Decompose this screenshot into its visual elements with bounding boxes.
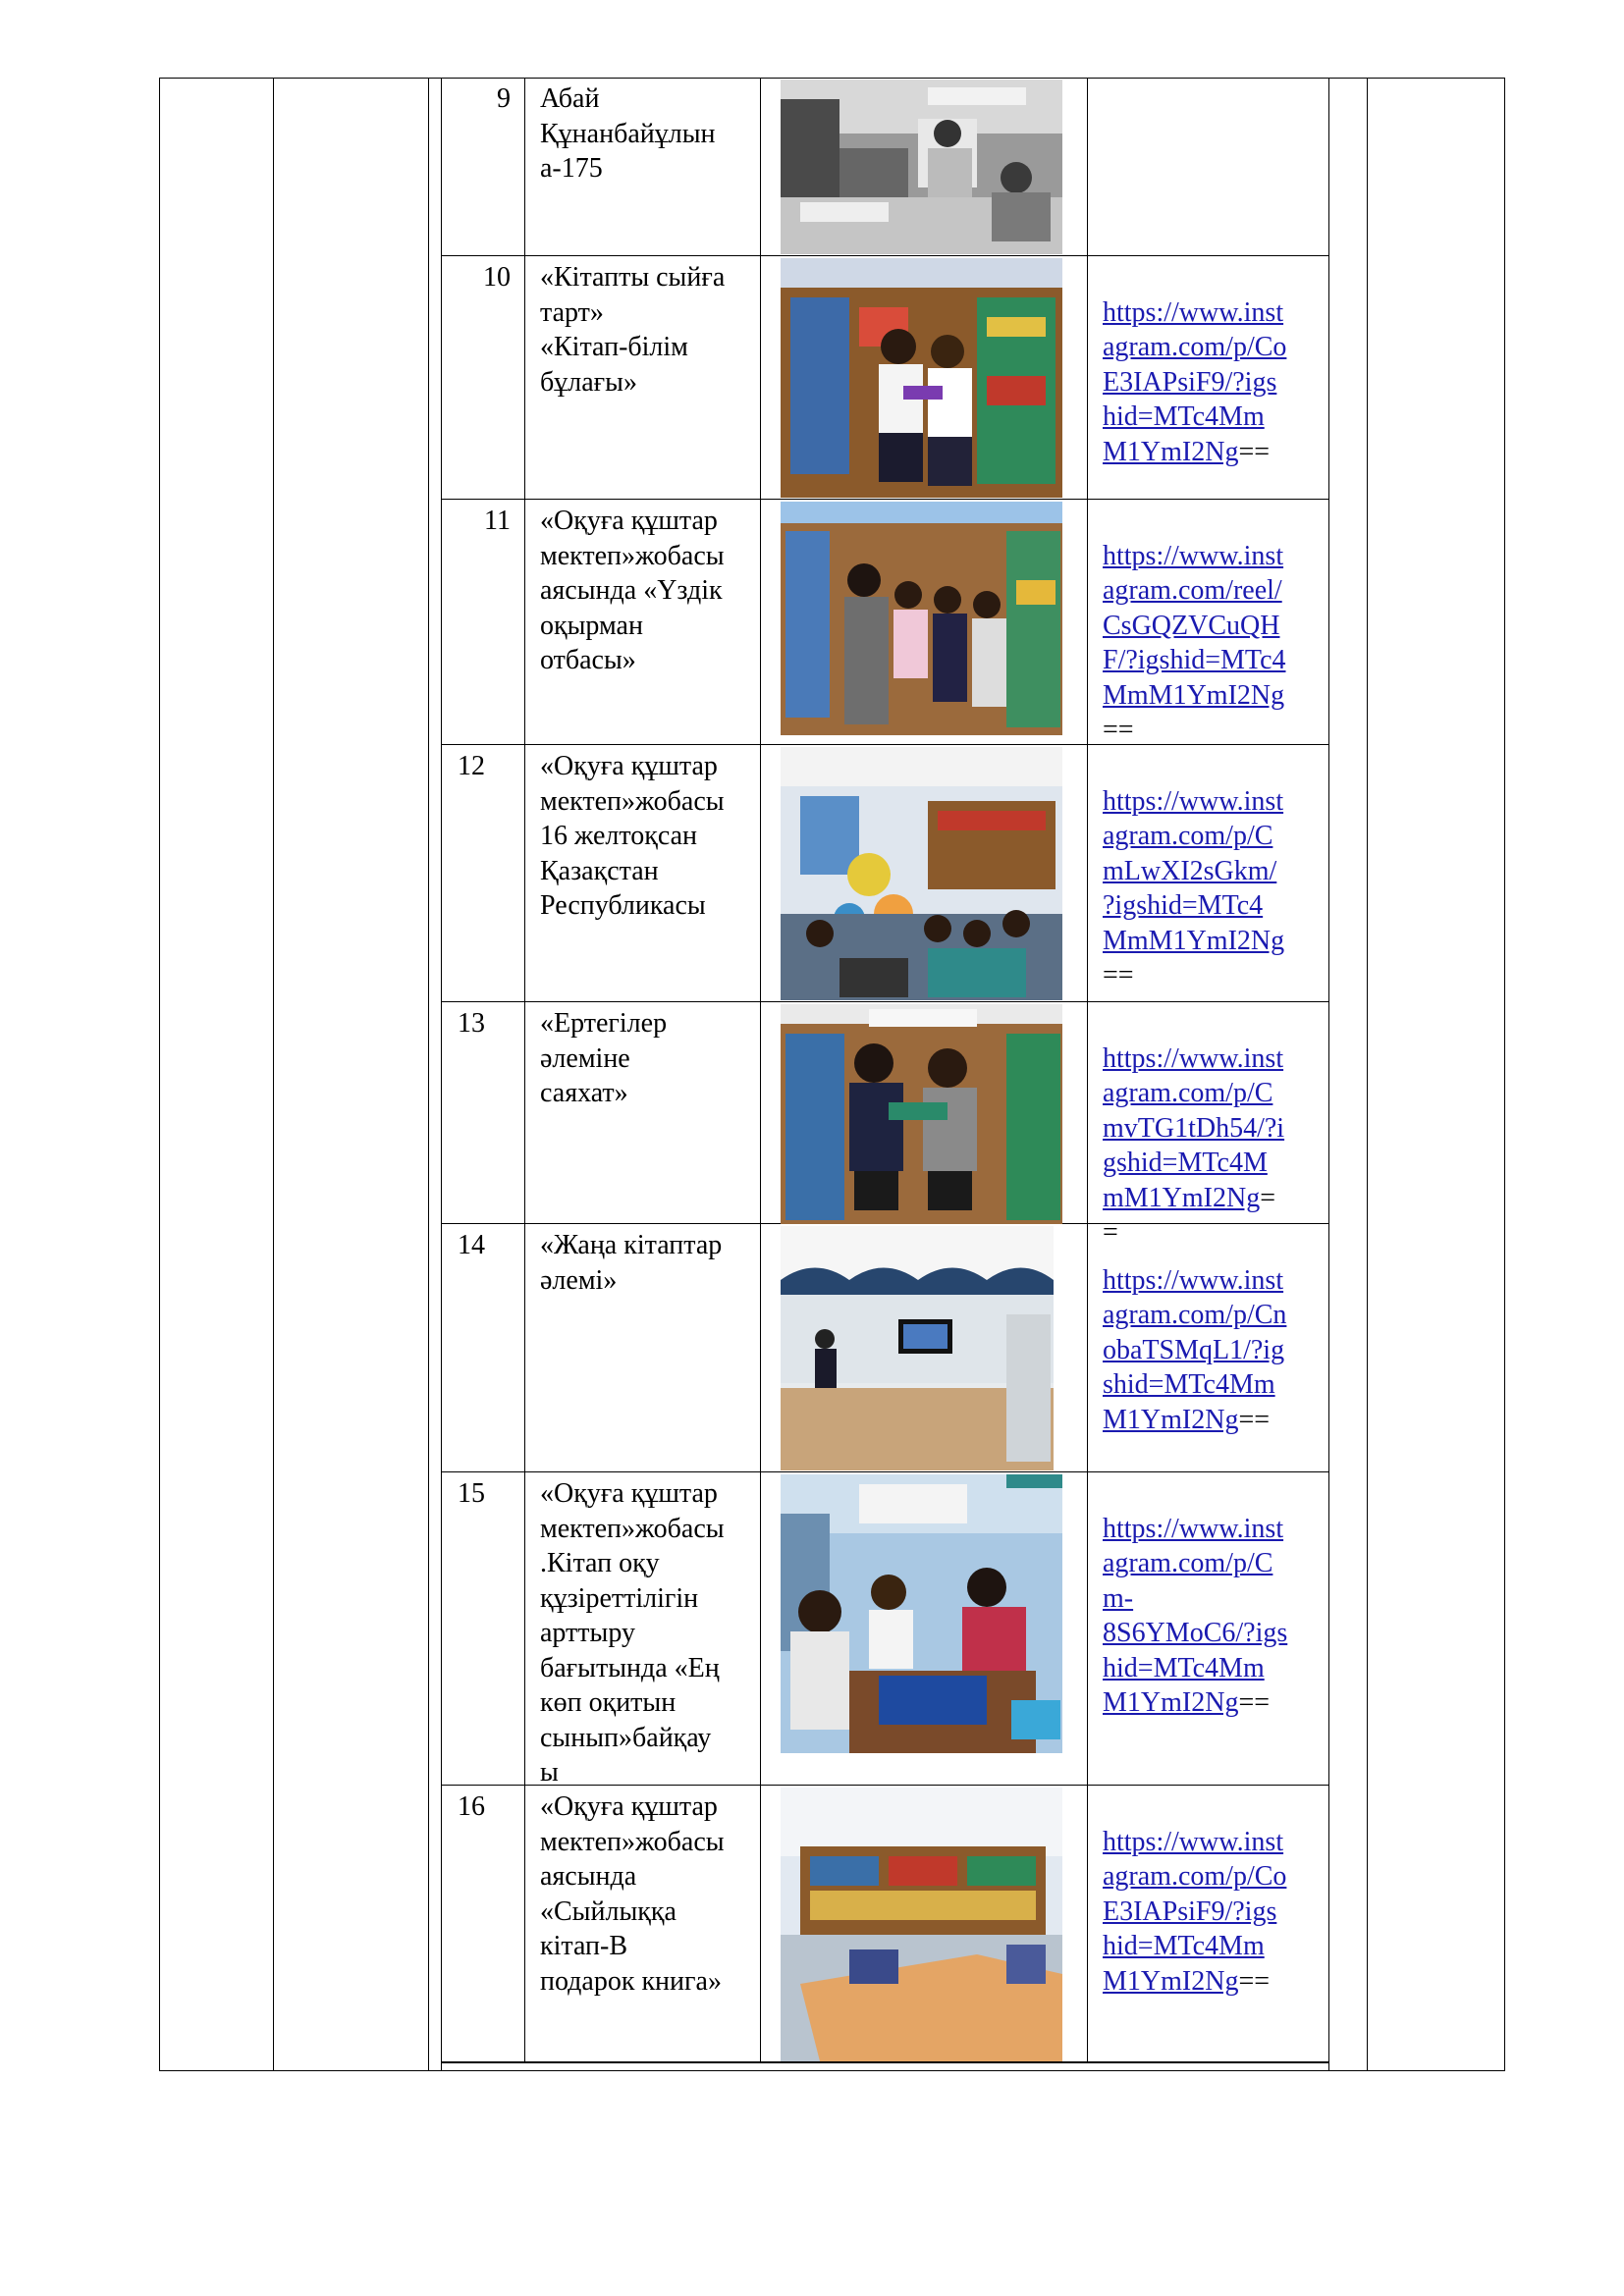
instagram-link[interactable]: https://www.inst agram.com/p/Co E3IAPsiF9/?igs hid=MTc4Mm M1YmI2Ng [1103,296,1287,467]
instagram-link-cell [1088,256,1328,499]
instagram-link-cell [1088,78,1328,255]
event-photo [781,502,1062,735]
event-photo [781,747,1062,1000]
instagram-link-cell [1088,1224,1328,1471]
event-photo-cell [761,1472,1088,1785]
event-photo-cell [761,256,1088,499]
instagram-link-cell [1088,1002,1328,1248]
instagram-link-cell [1088,1472,1328,1785]
event-photo-cell [761,1224,1088,1471]
event-photo [781,258,1062,498]
event-photo [781,80,1062,254]
link-suffix: == [1238,1965,1271,1997]
table-row [442,1786,1328,2063]
row-number: 14 [442,1224,525,1471]
event-photo [781,1474,1062,1753]
table-row [442,78,1328,256]
event-title: «Ертегілер әлеміне саяхат» [525,1002,761,1223]
row-number: 15 [442,1472,525,1785]
table-row [442,1472,1328,1786]
event-photo [781,1004,1062,1224]
instagram-link-cell [1088,1786,1328,2061]
instagram-link[interactable]: https://www.inst agram.com/p/Co E3IAPsiF9/?igs hid=MTc4Mm M1YmI2Ng [1103,1826,1287,1997]
event-title: «Оқуға құштар мектеп»жобасы 16 желтоқсан Қазақстан Республикасы [525,745,761,1001]
event-photo [781,1226,1054,1470]
link-suffix: == [1103,960,1134,990]
event-photo-cell [761,500,1088,744]
table-row [442,500,1328,745]
column-divider [1367,78,1368,2071]
link-suffix: == [1238,1404,1271,1435]
event-title: «Жаңа кітаптар әлемі» [525,1224,761,1471]
row-number: 16 [442,1786,525,2061]
table-row [442,256,1328,500]
instagram-link[interactable]: https://www.inst agram.com/p/C mvTG1tDh54/?i gshid=MTc4M mM1YmI2Ng [1103,1042,1285,1213]
row-number: 12 [442,745,525,1001]
column-divider [273,78,274,2071]
event-title: «Оқуға құштар мектеп»жобасы аясында «Үздік оқырман отбасы» [525,500,761,744]
instagram-link[interactable]: https://www.inst agram.com/p/C m- 8S6YMoC6/?igs hid=MTc4Mm M1YmI2Ng [1103,1513,1288,1718]
row-number: 9 [442,78,525,255]
event-title: «Оқуға құштар мектеп»жобасы .Кітап оқу құзіреттілігін арттыру бағытында «Ең көп оқитын сынып»байқау ы [525,1472,761,1785]
event-title: «Кітапты сыйға тарт» «Кітап-білім бұлағы» [525,256,761,499]
event-photo-cell [761,745,1088,1001]
link-suffix: == [1103,715,1134,745]
column-divider [1328,78,1329,2071]
events-table [442,78,1328,2063]
event-photo-cell [761,78,1088,255]
event-title: «Оқуға құштар мектеп»жобасы аясында «Сыйлыққа кітап-В подарок книга» [525,1786,761,2061]
link-suffix: == [1238,1687,1271,1718]
column-divider [428,78,429,2071]
event-photo-cell [761,1002,1088,1223]
instagram-link[interactable]: https://www.inst agram.com/reel/ CsGQZVCuQH F/?igshid=MTc4 MmM1YmI2Ng [1103,540,1286,711]
table-row [442,1224,1328,1472]
link-suffix: = = [1103,1182,1276,1248]
instagram-link[interactable]: https://www.inst agram.com/p/C mLwXI2sGkm/ ?igshid=MTc4 MmM1YmI2Ng [1103,785,1285,956]
row-number: 13 [442,1002,525,1223]
instagram-link-cell [1088,745,1328,1001]
event-photo [781,1788,1062,2061]
link-suffix: == [1238,436,1271,467]
table-row [442,745,1328,1002]
row-number: 11 [442,500,525,744]
instagram-link-cell [1088,500,1328,744]
row-number: 10 [442,256,525,499]
event-photo-cell [761,1786,1088,2061]
instagram-link[interactable]: https://www.inst agram.com/p/Cn obaTSMqL1/?ig shid=MTc4Mm M1YmI2Ng [1103,1264,1287,1435]
event-title: Абай Құнанбайұлын а-175 [525,78,761,255]
